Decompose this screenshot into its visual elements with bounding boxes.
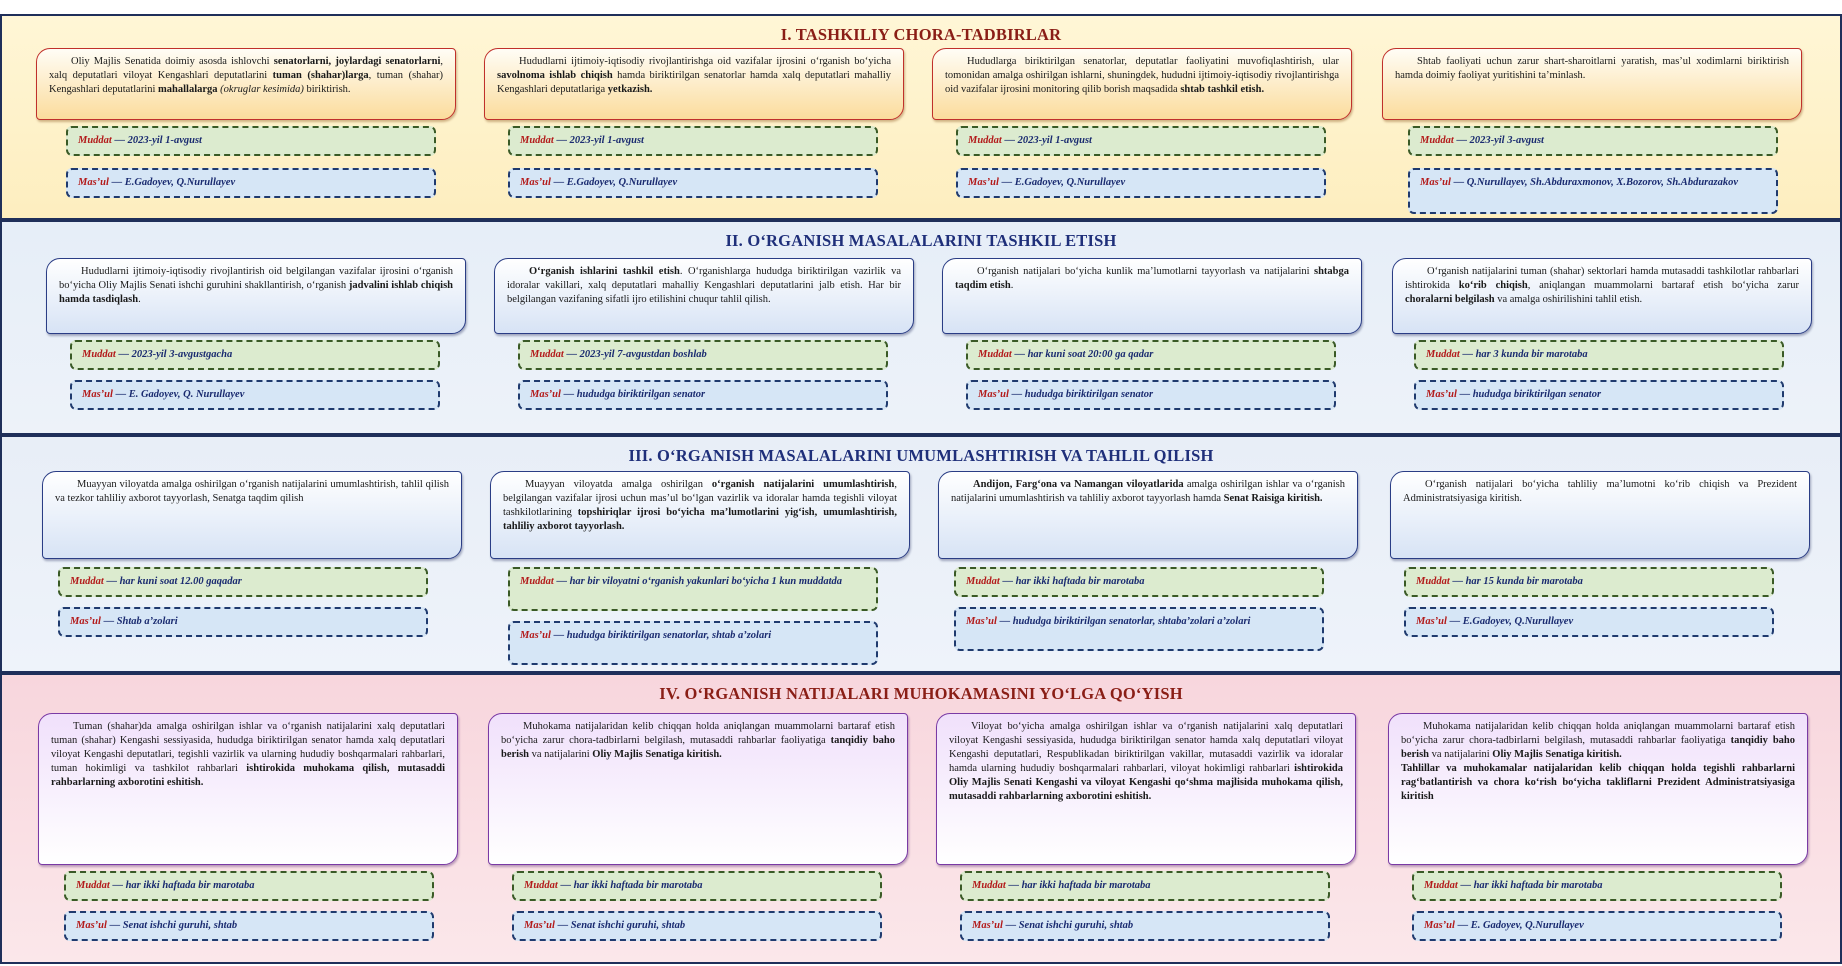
responsible-label: Mas’ul [978,389,1009,400]
step-description: Muayyan viloyatda amalga oshirilgan o‘rganish natijalarini umumlashtirish, tahlil qilish va tezkor tahliliy axborot tayyorlash, Senatga taqdim qilish [42,471,462,559]
step-description: O‘rganish ishlarini tashkil etish. O‘rganishlarga hududga biriktirilgan vazirlik va idoralar vakillari, xalq deputatlari mahalliy Kengashlari deputatlarini jalb etish. Har bir belgilangan vazifaning sifatli ijro etilishini chuqur tahlil qilish. [494,258,914,334]
deadline-label: Muddat [520,135,554,146]
responsible-label: Mas’ul [520,177,551,188]
deadline-label: Muddat [1426,349,1460,360]
step-description: O‘rganish natijalarini tuman (shahar) sektorlari hamda mutasaddi tashkilotlar rahbarlari ishtirokida ko‘rib chiqish, aniqlangan muammolarni bartaraf etish bo‘yicha zarur choralarni belgilash va amalga oshirilishini tahlil etish. [1392,258,1812,334]
responsible-value: — Q.Nurullayev, Sh.Abduraxmonov, X.Bozorov, Sh.Abdurazakov [1450,177,1738,188]
responsible-label: Mas’ul [1420,177,1451,188]
deadline-value: — har 15 kunda bir marotaba [1449,576,1583,587]
responsible-value: — Senat ishchi guruhi, shtab [1002,920,1134,931]
responsible-value: — E.Gadoyev, Q.Nurullayev [998,177,1126,188]
responsible-badge [64,911,434,941]
step-description: Viloyat bo‘yicha amalga oshirilgan ishlar va o‘rganish natijalarini xalq deputatlari viloyat Kengashi sessiyasida, hududga biriktirilgan senator hamda xalq deputatlari viloyat Kengashi deputatlari, Respublikadan biriktirilgan vakillar, mutasaddi vazirlik va idoralar hamda ularning hududiy boshqarmalari rahbarlari, viloyat hokimligi rahbarlari ishtirokida Oliy Majlis Senati Kengashi va viloyat Kengashi qo‘shma majlisida muhokama qilish, mutasaddi rahbarlarning axborotini eshitish. [936,713,1356,865]
step-description: Muhokama natijalaridan kelib chiqqan holda aniqlangan muammolarni bartaraf etish bo‘yicha zarur chora-tadbirlarni belgilash, mutasaddi rahbarlar faoliyatiga tanqidiy baho berish va natijalarini Oliy Majlis Senatiga kiritish. Tahlillar va muhokamalar natijalaridan kelib chiqqan holda tegishli rahbarlarni rag‘batlantirish va chora ko‘rish bo‘yicha takliflarni Prezident Administratsiyasiga kiritish [1388,713,1808,865]
responsible-badge [1414,380,1784,410]
responsible-label: Mas’ul [1426,389,1457,400]
step-description: Hududlarni ijtimoiy-iqtisodiy rivojlantirish oid belgilangan vazifalar ijrosini o‘rganish bo‘yicha Oliy Majlis Senati ishchi guruhini shakllantirish, o‘rganish jadvalini ishlab chiqish hamda tasdiqlash. [46,258,466,334]
responsible-badge [512,911,882,941]
deadline-value: — har ikki haftada bir marotaba [109,880,255,891]
deadline-label: Muddat [70,576,104,587]
responsible-badge [66,168,436,198]
step-description: Andijon, Farg‘ona va Namangan viloyatlarida amalga oshirilgan ishlar va o‘rganish natijalarini umumlashtirish va tahliliy axborot tayyorlash hamda Senat Raisiga kiritish. [938,471,1358,559]
responsible-value: — E. Gadoyev, Q. Nurullayev [112,389,245,400]
deadline-badge [508,567,878,611]
step-description: Muayyan viloyatda amalga oshirilgan o‘rganish natijalarini umumlashtirish, belgilangan vazifalar ijrosi uchun mas’ul bo‘lgan vazirlik va idoralar hamda tegishli viloyat tashkilotlarining topshiriqlar ijrosi bo‘yicha ma’lumotlarini yig‘ish, umumlashtirish, tahliliy axborot tayyorlash. [490,471,910,559]
deadline-badge [64,871,434,901]
responsible-badge [956,168,1326,198]
responsible-badge [954,607,1324,651]
responsible-badge [58,607,428,637]
deadline-value: — har ikki haftada bir marotaba [1457,880,1603,891]
responsible-value: — hududga biriktirilgan senatorlar, shtaba’zolari a’zolari [996,616,1251,627]
deadline-badge [960,871,1330,901]
section-title: III. O‘RGANISH MASALALARINI UMUMLASHTIRISH VA TAHLIL QILISH [628,446,1214,465]
step-description: Hududlarga biriktirilgan senatorlar, deputatlar faoliyatini muvofiqlashtirish, ular tomonidan amalga oshirilgan ishlarni, shuningdek, hududni ijtimoiy-iqtisodiy rivojlantirishga oid vazifalar ijrosini monitoring qilib borish maqsadida shtab tashkil etish. [932,48,1352,120]
deadline-label: Muddat [1416,576,1450,587]
responsible-value: — Senat ishchi guruhi, shtab [554,920,686,931]
deadline-value: — 2023-yil 1-avgust [553,135,644,146]
responsible-label: Mas’ul [530,389,561,400]
step-description: O‘rganish natijalari bo‘yicha tahliliy ma’lumotni ko‘rib chiqish va Prezident Administratsiyasiga kiritish. [1390,471,1810,559]
responsible-value: — hududga biriktirilgan senator [1008,389,1154,400]
deadline-badge [512,871,882,901]
deadline-badge [966,340,1336,370]
responsible-badge [508,168,878,198]
responsible-label: Mas’ul [966,616,997,627]
step-description: Muhokama natijalaridan kelib chiqqan holda aniqlangan muammolarni bartaraf etish bo‘yicha zarur chora-tadbirlarni belgilash, mutasaddi rahbarlar faoliyatiga tanqidiy baho berish va natijalarini Oliy Majlis Senatiga kiritish. [488,713,908,865]
responsible-value: — E.Gadoyev, Q.Nurullayev [108,177,236,188]
deadline-label: Muddat [76,880,110,891]
deadline-label: Muddat [972,880,1006,891]
responsible-badge [508,621,878,665]
deadline-label: Muddat [1424,880,1458,891]
deadline-label: Muddat [966,576,1000,587]
deadline-badge [58,567,428,597]
responsible-label: Mas’ul [972,920,1003,931]
step-description: Oliy Majlis Senatida doimiy asosda ishlovchi senatorlarni, joylardagi senatorlarni, xalq deputatlari viloyat Kengashlari deputatlarini tuman (shahar)larga, tuman (shahar) Kengashlari deputatlarini mahallalarga (okruglar kesimida) biriktirish. [36,48,456,120]
step-description: Hududlarni ijtimoiy-iqtisodiy rivojlantirishga oid vazifalar ijrosini o‘rganish bo‘yicha savolnoma ishlab chiqish hamda biriktirilgan senatorlar hamda xalq deputatlari mahalliy Kengashlari deputatlariga yetkazish. [484,48,904,120]
deadline-value: — har ikki haftada bir marotaba [1005,880,1151,891]
deadline-label: Muddat [530,349,564,360]
responsible-label: Mas’ul [76,920,107,931]
deadline-badge [518,340,888,370]
deadline-value: — 2023-yil 3-avgustgacha [115,349,233,360]
deadline-badge [1414,340,1784,370]
deadline-value: — har kuni soat 20:00 ga qadar [1011,349,1154,360]
responsible-value: — hududga biriktirilgan senator [560,389,706,400]
deadline-badge [954,567,1324,597]
responsible-label: Mas’ul [520,630,551,641]
deadline-badge [508,126,878,156]
deadline-value: — har ikki haftada bir marotaba [557,880,703,891]
responsible-badge [1412,911,1782,941]
responsible-value: — Shtab a’zolari [100,616,178,627]
deadline-value: — har ikki haftada bir marotaba [999,576,1145,587]
deadline-badge [66,126,436,156]
responsible-badge [518,380,888,410]
deadline-value: — 2023-yil 7-avgustdan boshlab [563,349,707,360]
responsible-label: Mas’ul [524,920,555,931]
responsible-label: Mas’ul [1424,920,1455,931]
deadline-badge [1404,567,1774,597]
responsible-badge [70,380,440,410]
responsible-badge [1408,168,1778,214]
responsible-value: — Senat ishchi guruhi, shtab [106,920,238,931]
responsible-label: Mas’ul [70,616,101,627]
responsible-value: — E.Gadoyev, Q.Nurullayev [1446,616,1574,627]
section-title: IV. O‘RGANISH NATIJALARI MUHOKAMASINI YO‘LGA QO‘YISH [659,684,1183,703]
section-title: II. O‘RGANISH MASALALARINI TASHKIL ETISH [725,231,1117,250]
responsible-label: Mas’ul [82,389,113,400]
responsible-label: Mas’ul [1416,616,1447,627]
deadline-label: Muddat [968,135,1002,146]
deadline-value: — har kuni soat 12.00 gaqadar [103,576,242,587]
responsible-badge [960,911,1330,941]
responsible-badge [966,380,1336,410]
deadline-value: — 2023-yil 1-avgust [1001,135,1092,146]
deadline-label: Muddat [524,880,558,891]
deadline-badge [1408,126,1778,156]
deadline-badge [1412,871,1782,901]
deadline-label: Muddat [78,135,112,146]
deadline-label: Muddat [978,349,1012,360]
deadline-badge [956,126,1326,156]
responsible-label: Mas’ul [968,177,999,188]
section-title: I. TASHKILIY CHORA-TADBIRLAR [780,25,1062,44]
responsible-value: — E.Gadoyev, Q.Nurullayev [550,177,678,188]
step-description: Tuman (shahar)da amalga oshirilgan ishlar va o‘rganish natijalarini xalq deputatlari tuman (shahar) Kengashi sessiyasida, hududga biriktirilgan senator hamda xalq deputatlari viloyat Kengashi deputatlari, tegishli vazirlik va ularning hududiy boshqarmalari rahbarlari, tuman hokimligi va tashkilot rahbarlari ishtirokida muhokama qilish, mutasaddi rahbarlarning axborotini eshitish. [38,713,458,865]
responsible-value: — hududga biriktirilgan senator [1456,389,1602,400]
deadline-label: Muddat [82,349,116,360]
deadline-value: — 2023-yil 1-avgust [111,135,202,146]
deadline-label: Muddat [1420,135,1454,146]
responsible-badge [1404,607,1774,637]
responsible-label: Mas’ul [78,177,109,188]
deadline-label: Muddat [520,576,554,587]
step-description: Shtab faoliyati uchun zarur shart-sharoitlarni yaratish, mas’ul xodimlarni biriktirish hamda doimiy faoliyat yuritishini ta’minlash. [1382,48,1802,120]
responsible-value: — E. Gadoyev, Q.Nurullayev [1454,920,1584,931]
deadline-value: — 2023-yil 3-avgust [1453,135,1544,146]
deadline-value: — har 3 kunda bir marotaba [1459,349,1588,360]
responsible-value: — hududga biriktirilgan senatorlar, shtab a’zolari [550,630,772,641]
step-description: O‘rganish natijalari bo‘yicha kunlik ma’lumotlarni tayyorlash va natijalarini shtabga taqdim etish. [942,258,1362,334]
deadline-value: — har bir viloyatni o‘rganish yakunlari bo‘yicha 1 kun muddatda [553,576,843,587]
deadline-badge [70,340,440,370]
